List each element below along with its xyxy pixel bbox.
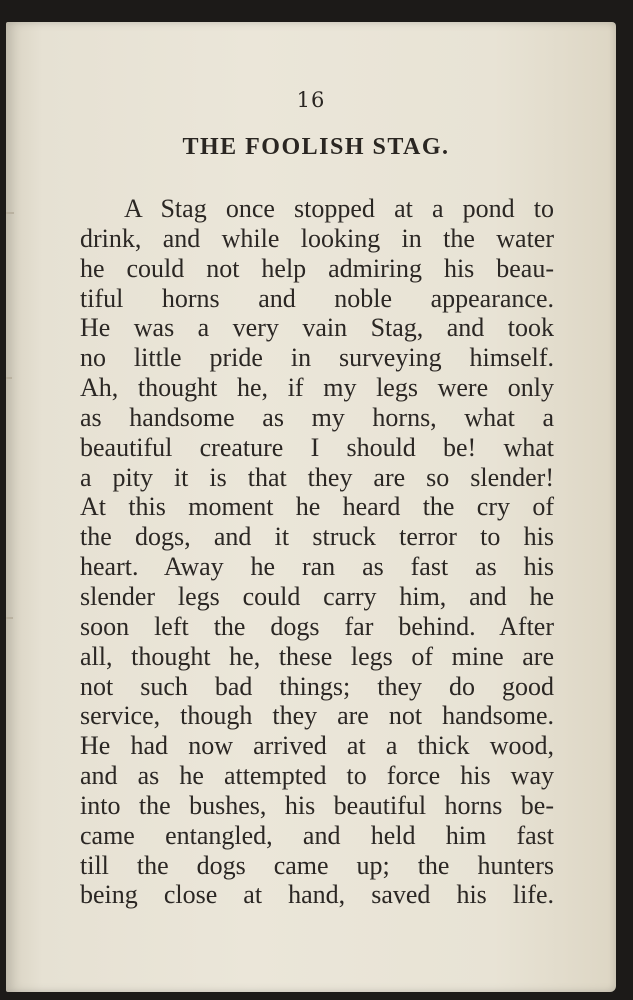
text-line: and as he attempted to force his way [80,761,554,791]
text-line: service, though they are not handsome. [80,701,554,731]
story-text [80,194,554,910]
text-line: A Stag once stopped at a pond to [124,194,554,223]
page-edge-mark [6,377,12,379]
text-line: He was a very vain Stag, and took [80,313,554,343]
page-number: 16 [296,88,326,112]
text-line: soon left the dogs far behind. After [80,611,554,641]
text-line: He had now arrived at a thick wood, [80,731,554,761]
text-line: heart. Away he ran as fast as his [80,552,554,582]
text-line: being close at hand, saved his life. [80,880,554,910]
text-line: tiful horns and noble appearance. [80,283,554,313]
text-line: he could not help admiring his beau- [80,253,554,283]
text-line: into the bushes, his beautiful horns be- [80,790,554,820]
text-line: a pity it is that they are so slender! [80,462,554,492]
page-edge-mark [6,617,13,619]
text-line: till the dogs came up; the hunters [80,850,554,880]
story-title: THE FOOLISH STAG. [182,134,450,160]
text-line: Ah, thought he, if my legs were only [80,373,554,403]
page-edge-mark [6,212,14,214]
text-line: came entangled, and held him fast [80,820,554,850]
text-line: as handsome as my horns, what a [80,402,554,432]
text-line: drink, and while looking in the water [80,223,554,253]
text-line: no little pride in surveying himself. [80,343,554,373]
text-line: At this moment he heard the cry of [80,492,554,522]
text-line: not such bad things; they do good [80,671,554,701]
book-page [6,22,616,992]
text-line: beautiful creature I should be! what [80,432,554,462]
text-line: slender legs could carry him, and he [80,581,554,611]
text-line: the dogs, and it struck terror to his [80,522,554,552]
text-line: all, thought he, these legs of mine are [80,641,554,671]
